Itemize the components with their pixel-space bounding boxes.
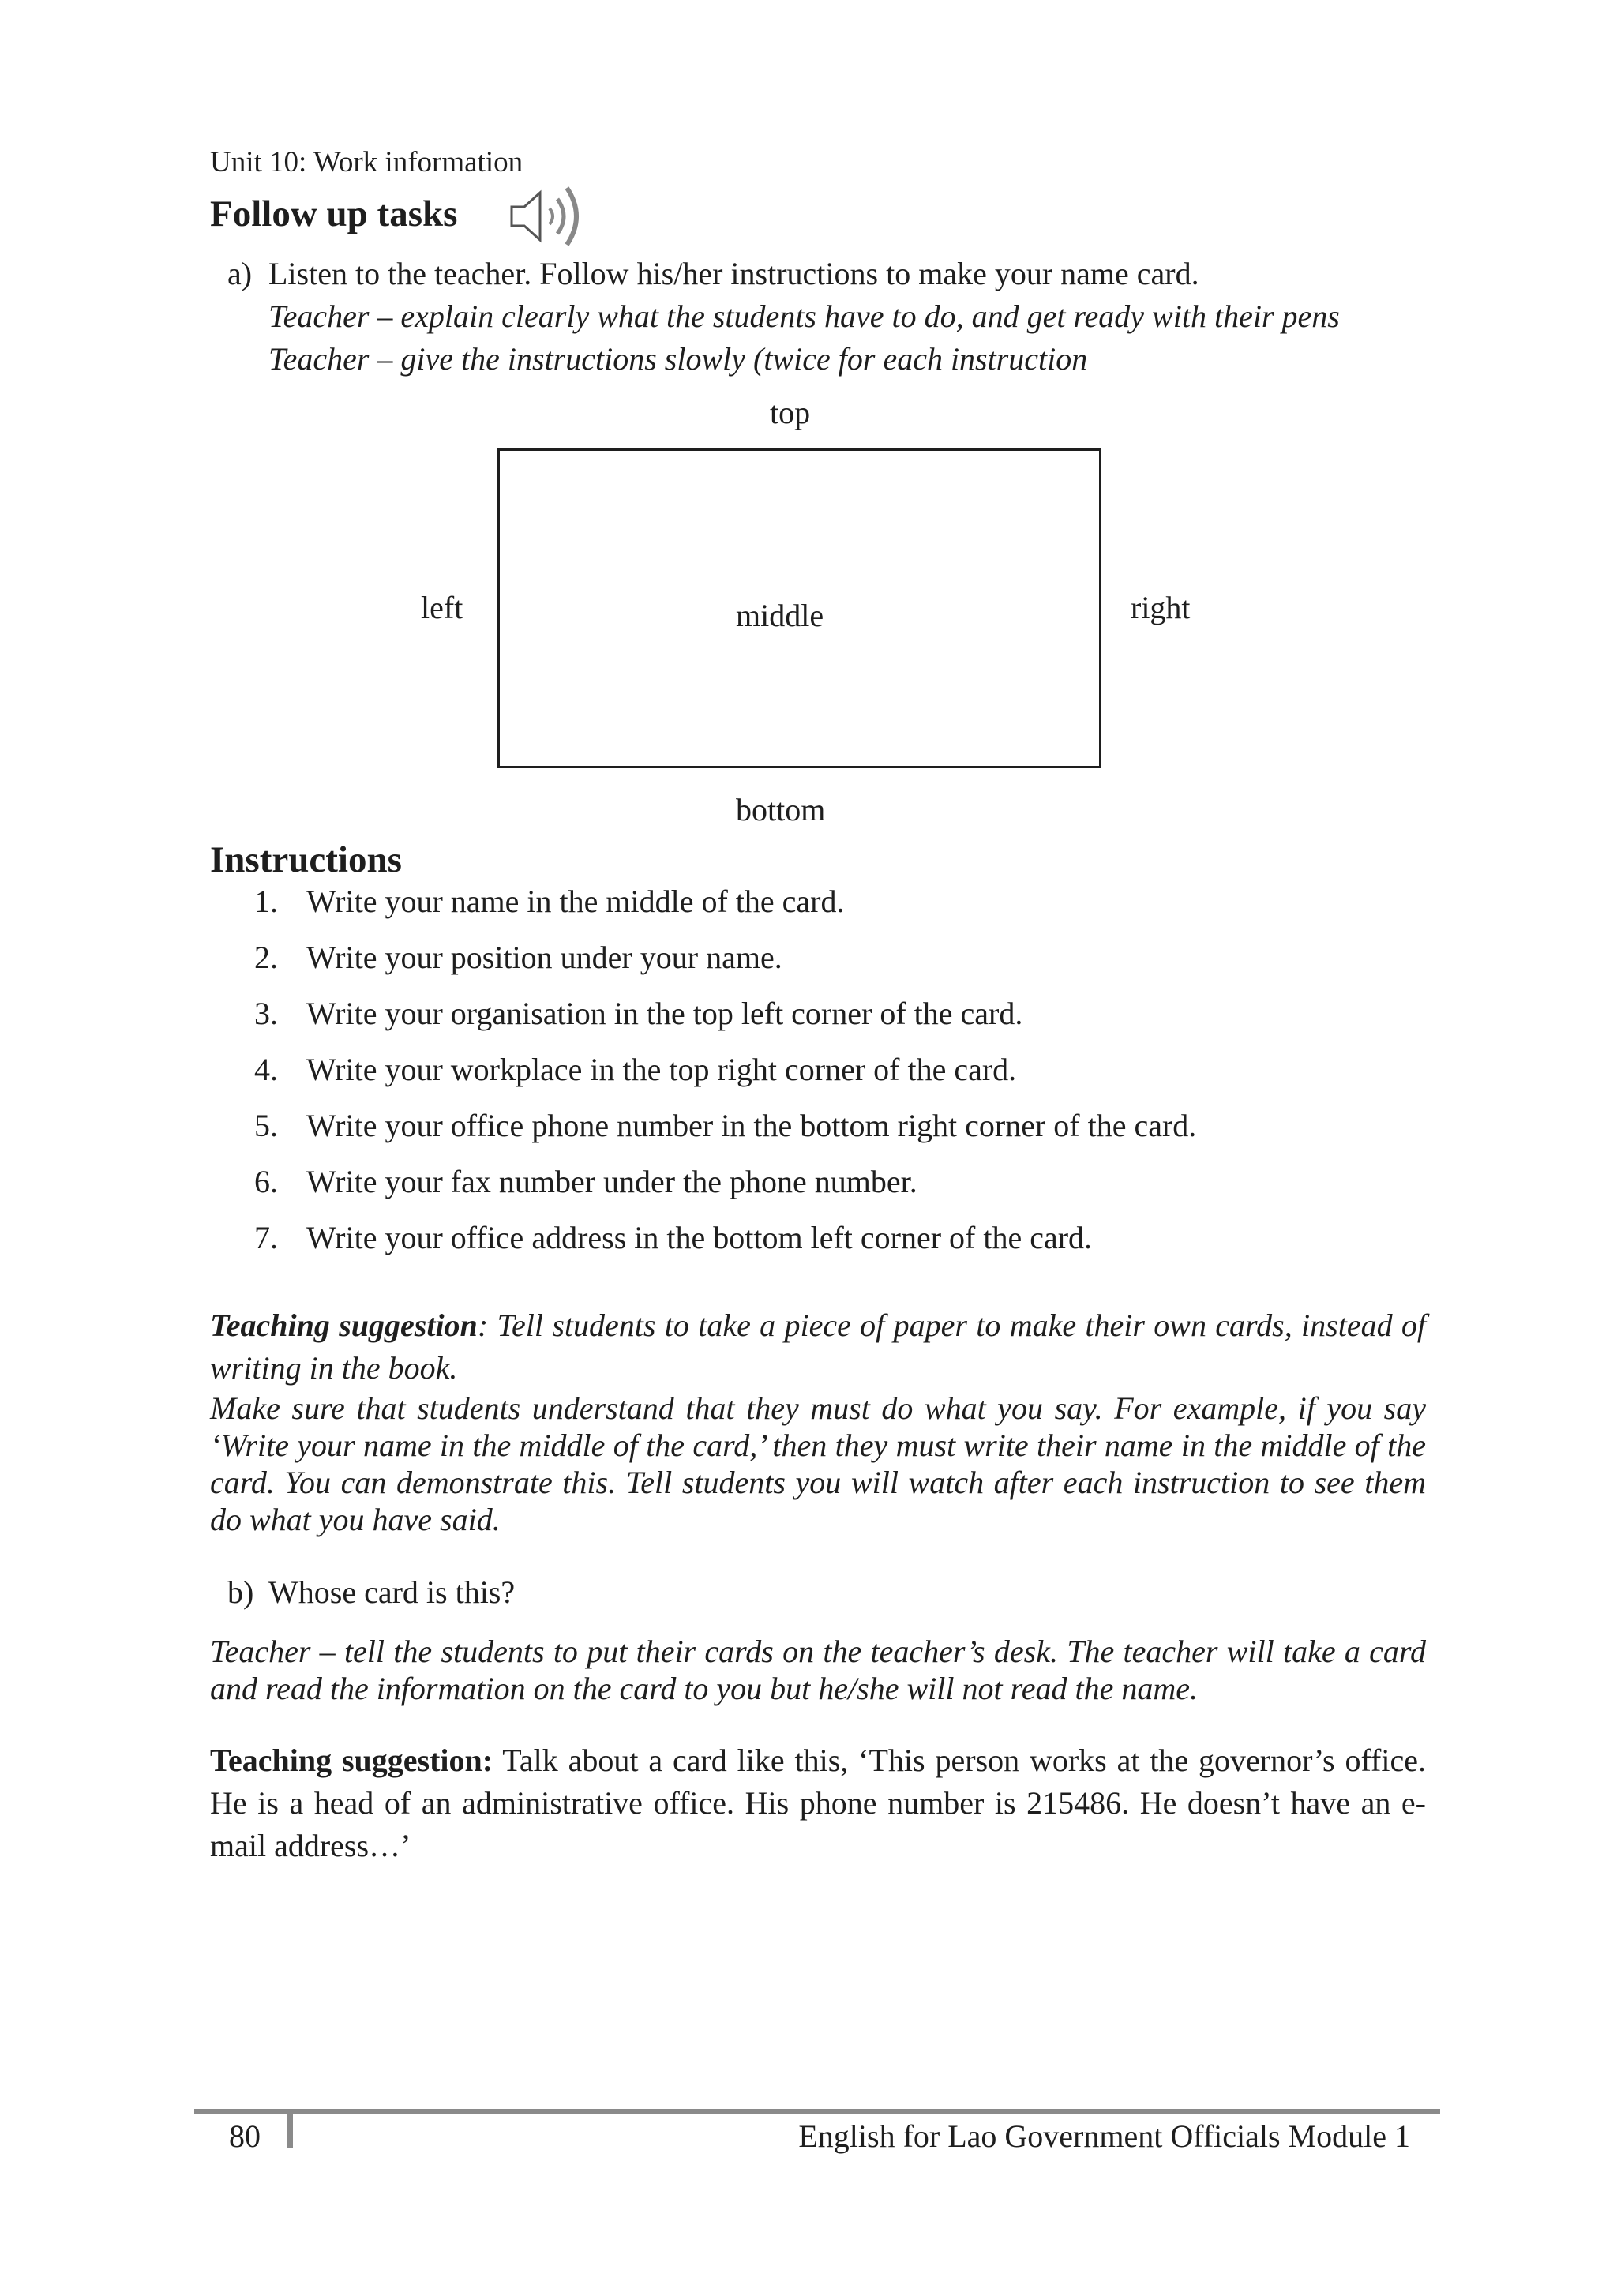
instruction-number: 4. [254, 1052, 278, 1087]
instruction-number: 6. [254, 1164, 278, 1199]
unit-title: Unit 10: Work information [210, 146, 523, 178]
card-label-top: top [770, 395, 811, 430]
footer-rule [194, 2109, 1440, 2114]
footer-book-title: English for Lao Government Officials Module 1 [798, 2118, 1410, 2154]
instruction-item: Write your fax number under the phone number. [306, 1164, 917, 1199]
instruction-number: 3. [254, 996, 278, 1031]
task-a-marker: a) [227, 256, 253, 291]
card-label-middle: middle [736, 598, 824, 633]
card-label-right: right [1131, 590, 1191, 625]
teaching-suggestion-2 [210, 1739, 1426, 1867]
task-b-marker: b) [227, 1574, 254, 1610]
teaching-suggestion-1 [210, 1304, 1426, 1390]
instruction-item: Write your office address in the bottom left corner of the card. [306, 1220, 1093, 1255]
teacher-note-2: Teacher – give the instructions slowly (twice for each instruction [268, 341, 1088, 377]
instruction-item: Write your organisation in the top left corner of the card. [306, 996, 1023, 1031]
instruction-number: 2. [254, 940, 278, 975]
teaching-suggestion-text: : Tell students to take a piece of paper to make their own cards, instead of writing in the book. [210, 1307, 1427, 1386]
footer-divider [287, 2109, 293, 2148]
teaching-suggestion-label: Teaching suggestion [210, 1307, 478, 1343]
speaker-icon [505, 180, 592, 253]
instructions-title: Instructions [210, 839, 402, 880]
task-a-text: Listen to the teacher. Follow his/her instructions to make your name card. [268, 256, 1199, 291]
instruction-number: 7. [254, 1220, 278, 1255]
teaching-suggestion-text: Talk about a card like this, ‘This person works at the governor’s office. He is a head of an administrative office. His phone number is 215486. He doesn’t have an e-mail address…’ [210, 1743, 1426, 1863]
teaching-suggestion-detail: Make sure that students understand that they must do what you say. For example, if you say ‘Write your name in the middle of the card,’ then they must write their name in the middle of the card. You can demonstrate this. Tell students you will watch after each instruction to see them do what you have said. [210, 1390, 1426, 1537]
teacher-note-1: Teacher – explain clearly what the students have to do, and get ready with their pens [268, 298, 1340, 334]
instruction-item: Write your name in the middle of the card. [306, 884, 845, 919]
instruction-item: Write your workplace in the top right corner of the card. [306, 1052, 1017, 1087]
card-label-bottom: bottom [736, 792, 826, 827]
task-b-text: Whose card is this? [268, 1574, 516, 1610]
instruction-item: Write your office phone number in the bottom right corner of the card. [306, 1108, 1197, 1143]
teaching-suggestion-label: Teaching suggestion: [210, 1743, 493, 1778]
teacher-note-task-b: Teacher – tell the students to put their cards on the teacher’s desk. The teacher will take a card and read the information on the card to you but he/she will not read the name. [210, 1634, 1426, 1706]
section-title: Follow up tasks [210, 193, 458, 234]
card-label-left: left [421, 590, 463, 625]
instruction-number: 5. [254, 1108, 278, 1143]
instruction-item: Write your position under your name. [306, 940, 782, 975]
instruction-number: 1. [254, 884, 278, 919]
page-number: 80 [229, 2118, 261, 2154]
